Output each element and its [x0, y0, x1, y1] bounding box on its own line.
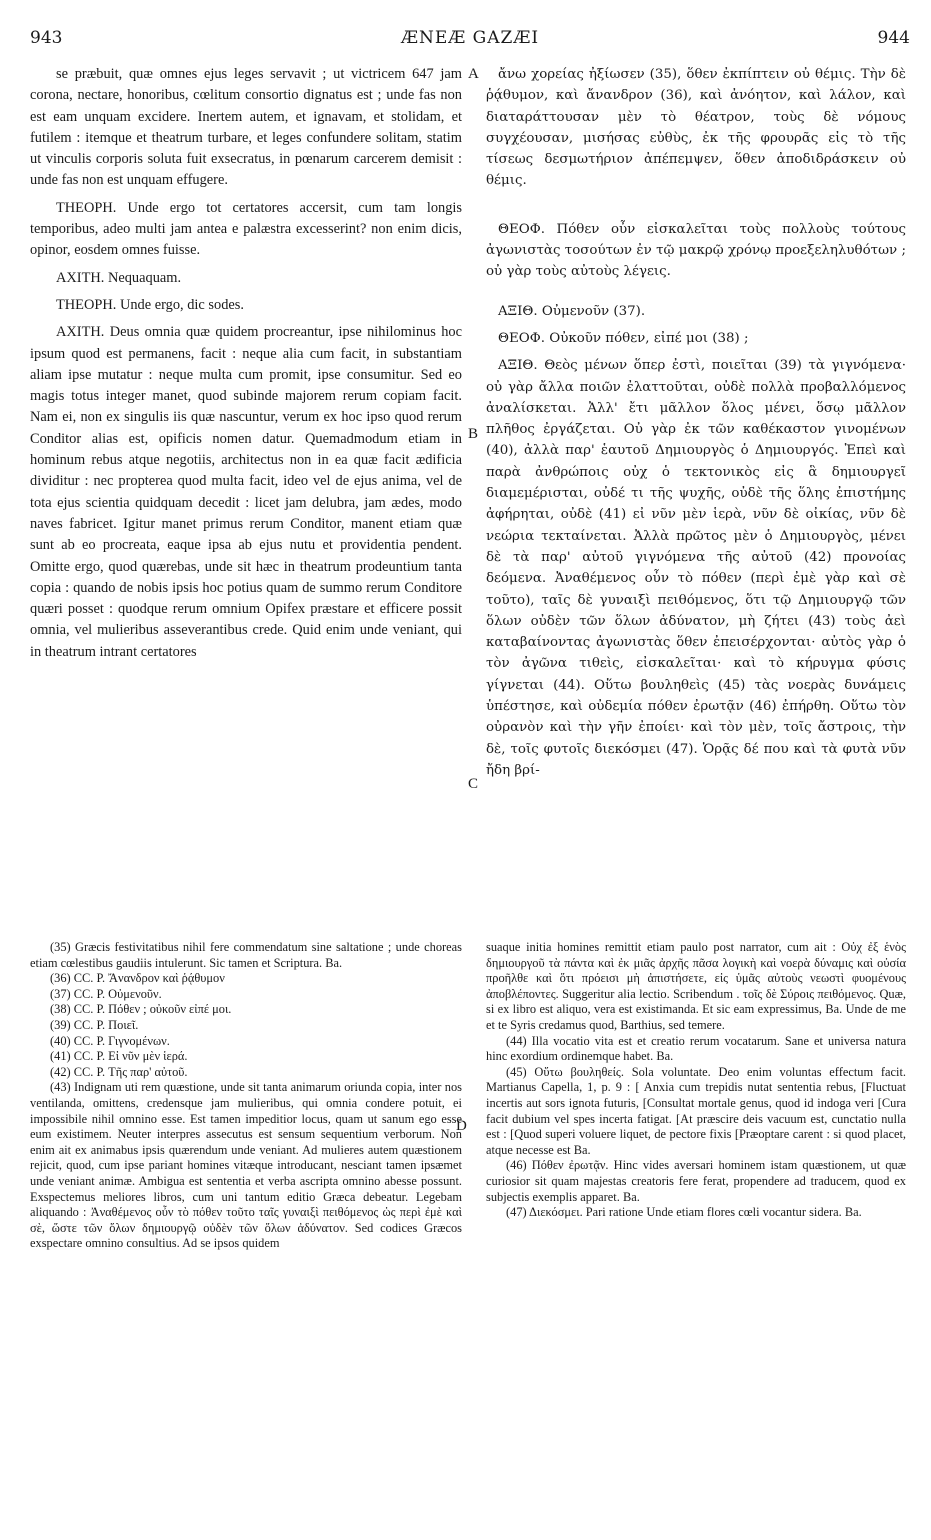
footnote: (47) Διεκόσμει. Pari ratione Unde etiam flores cœli vocantur sidera. Ba. — [506, 1205, 862, 1220]
margin-marker-c: C — [468, 776, 479, 792]
footnote: (35) Græcis festivitatibus nihil fere commendatum sine saltatione ; unde choreas etiam cœlestibus gaudiis intulerunt. Sic tamen et Scriptura. Ba. — [30, 940, 462, 970]
footnote: (41) CC. P. Εἰ νῦν μὲν ἱερά. — [50, 1049, 188, 1064]
footnote: (43) Indignam uti rem quæstione, unde sit tanta animarum oriunda copia, inter nos ventilanda, omittens, credensque jam mulieribus, qui omnia condere potuit, ei impossibile nihil omnino esse. Est tamen impeditior locus, quam ut sanum ego esse eum existimem. Neuter interpres assecutus est sensum sequentium verborum. Non enim ait ex animabus ipsis quærendum unde veniant. Ad mulieres autem quæstionem rejicit, quod, cum ipse pariant homines vitæque introducant, nesciant tamen ipsæmet unde veniant animæ. Ambigua est sententia et verba ascripta omnino abesse possunt. Exspectemus meliores libros, cum uni tantum editio Græca debeatur. Legebam aliquando : Ἀναθέμενος οὖν τὸ πόθεν τοῦτο ταῖς γυναιξὶ πειθόμενος ὡς περὶ ἐμὲ καὶ σὲ, ὥστε τῶν ὅλων δημιουργῷ οὐδὲν τῶν ὅλων ἀδύνατον. Sed codices Græcos exspectare omnino consultius. Ad se ipsos quidem — [30, 1080, 462, 1251]
running-header — [30, 28, 910, 54]
latin-paragraph: AXITH. Nequaquam. — [56, 269, 182, 286]
greek-paragraph: ΑΞΙΘ. Θεὸς μένων ὅπερ ἐστὶ, ποιεῖται (39) τὰ γιγνόμενα· οὐ γὰρ ἄλλα ποιῶν ἐλαττοῦται, οὐδὲ πολλὰ προβαλλόμενος ἀναλίσκεται. Ἀλλ' ἔτι μᾶλλον ὅλος μένει, ὅσῳ μᾶλλον πλῆθος ἐργάζεται. Οὐ γὰρ ἐκ τῶν καθέκαστον γινομένων (40), ἀλλὰ παρ' ἑαυτοῦ Δημιουργὸς ὁ Δημιουργός. Ἐπεὶ καὶ παρὰ ἀνθρώποις οὐχ ὁ τεκτονικὸς εἰς ἃ δημιουργεῖ διαμεμέρισται, οὐδέ τι τῆς ψυχῆς, οὐδὲ τῆς ὅλης ἐπιστήμης ἀφήρηται, οὐδὲ (41) εἰ νῦν μὲν ἱερὰ, νῦν δὲ οἰκίας, νῦν δὲ νεώρια τεκταίνεται. Ἀλλὰ πρῶτος μὲν ὁ Δημιουργὸς, μένει δὲ τὰ παρ' αὐτοῦ γιγνόμενα τῆς αὐτοῦ (42) προνοίας δεόμενα. Ἀναθέμενος οὖν τὸ πόθεν (περὶ ἐμὲ γὰρ καὶ σὲ τοῦτο), ταῖς δὲ γυναιξὶ πειθόμενος, ὅτι τῷ Δημιουργῷ τῶν ὅλων οὐδὲν τῶν ὅλων ἀδύνατον, μὴ ζήτει (43) τοὺς ἀεὶ καταβαίνοντας ἀγωνιστὰς ὅθεν ἐπεισέρχονται· αὐτὸς γὰρ ὁ τὸν ἀγῶνα τιθεὶς, εἰσκαλεῖται· καὶ τὸ κήρυγμα φύσις γίγνεται (44). Οὕτω βουληθεὶς (45) τὰς νοερὰς δυνάμεις ὑπέστησε, καὶ οὐδεμία πόθεν ἐρωτᾷν (46) ἐπήρθη. Οὕτω τὸν οὐρανὸν καὶ τὴν γῆν ἐποίει· καὶ τὸν μὲν, τοῖς ἄστροις, τὴν δὲ, τοῖς φυτοῖς διεκόσμει (47). Ὁρᾷς δέ που καὶ τὰ φυτὰ νῦν ἤδη βρί- — [486, 358, 906, 778]
latin-paragraph: THEOPH. Unde ergo, dic sodes. — [56, 296, 244, 313]
page-number-left: 943 — [30, 28, 63, 48]
footnotes-left — [30, 940, 462, 1252]
footnote: (39) CC. P. Ποιεῖ. — [50, 1017, 139, 1032]
footnote: (38) CC. P. Πόθεν ; οὐκοῦν εἰπέ μοι. — [50, 1002, 232, 1017]
greek-column — [486, 64, 906, 781]
footnote: (42) CC. P. Τῆς παρ' αὐτοῦ. — [50, 1064, 188, 1079]
footnote: suaque initia homines remittit etiam paulo post narrator, cum ait : Οὐχ ἐξ ἑνὸς δημιουργοῦ τὰ πάντα καὶ ἐκ μιᾶς ἀρχῆς πᾶσα λογικὴ καὶ νοερὰ δύναμις καὶ οὐσία προῆλθε καὶ ὅτι πρόεισι μὴ ἀπιστήσετε, εἰς ὑμᾶς αὐτοὺς νεωστὶ φυομένους ἀποβλέποντες. Suggeritur alia lectio. Scribendum . τοῖς δὲ Σύροις πειθόμενος. Quæ, si ex libro est aliquo, vera est existimanda. Et sic eam expressimus, Ba. Unde de me et te Syris credamus quod, Barthius, sed temere. — [486, 940, 906, 1032]
footnote: (36) CC. P. Ἄνανδρον καὶ ῥᾴθυμον — [50, 971, 225, 986]
margin-marker-a: A — [468, 66, 479, 82]
greek-paragraph: ΘΕΟΦ. Οὐκοῦν πόθεν, εἰπέ μοι (38) ; — [498, 330, 749, 346]
margin-marker-b: B — [468, 426, 479, 442]
footnote: (45) Οὕτω βουληθείς. Sola voluntate. Deo enim voluntas effectum facit. Martianus Capella, 1, p. 9 : [ Anxia cum trepidis nutat sententia rebus, [Fluctuat incertis aut sors ignota futuris, [Consultat mortale genus, quod id indoga veri [Cura facit dubium vel spes incerta fatigat. [At præscire deis vacuum est, cunctatio nulla est : [Quod superi voluere liquet, de pectore fixis [Præoptare carent : si quod placet, atque necesse est Ba. — [486, 1064, 906, 1157]
latin-paragraph: AXITH. Deus omnia quæ quidem procreantur, ipse nihilominus hoc ipsum quod est permanens, facit : neque alia cum facit, in substantiam aliam ipse mutatur : neque multa cum promit, ipse consumitur. Sed eo magis totus integer manet, quod subinde majorem rerum copiam facit. Nam ei, non ex singulis iis quæ nascuntur, verum ex hoc ipso quod rerum Conditor alias est, opificis nomen datur. Quemadmodum etiam in hominum rebus atque negotiis, architectus non in ea quæ facit ædificia dividitur : nec propterea quod multa facit, ideo vel de ejus anima, vel de tota ejus scientia quidquam decedit : licet jam delubra, jam ædes, modo naves fabricet. Igitur manet primus rerum Conditor, manent etiam quæ sunt ab eo procreata, eaque ipsa ab ejus nutu et providentia pendent. Omitte ergo, quod quærebas, unde sit hæc in theatrum prodeuntium tanta copia : quando de nobis ipsis hoc potius quam de summo rerum Conditore quæri posset : quodque rerum omnium Opifex præstare et efficere possit omnia, vel mulieribus asseverantibus crede. Quid enim unde veniant, qui in theatrum intrant certatores — [30, 324, 462, 660]
greek-paragraph: ΑΞΙΘ. Οὐμενοῦν (37). — [498, 303, 646, 319]
footnotes-right — [486, 940, 906, 1221]
latin-paragraph: se præbuit, quæ omnes ejus leges servavit ; ut victricem 647 jam corona, nectare, honoribus, cœlitum consortio dignatus est ; unde fas non est eam unquam excidere. Inertem autem, et ignavam, et stolidam, et futilem : itemque et theatrum turbare, et leges confundere solitam, statim ut vinculis corporis soluta fuit exsecratus, in pœnarum carcerem demisit : unde fas non est unquam effugere. — [30, 66, 462, 189]
greek-paragraph: ἄνω χορείας ἠξίωσεν (35), ὅθεν ἐκπίπτειν οὐ θέμις. Τὴν δὲ ῥᾴθυμον, καὶ ἄνανδρον (36), καὶ ἀνόητον, καὶ λάλον, καὶ διαταράττουσαν μὲν τὸ θέατρον, τοὺς δὲ νόμους συγχέουσαν, μισήσας εὐθὺς, ἐκ τῆς φρουρᾶς εἰς τὸ τῆς τίσεως δεσμωτήριον ἀπέπεμψεν, ὅθεν ἀποδιδράσκειν οὐ θέμις. — [486, 67, 906, 189]
greek-paragraph: ΘΕΟΦ. Πόθεν οὖν εἰσκαλεῖται τοὺς πολλοὺς τούτους ἀγωνιστὰς τοσούτων ἐν τῷ μακρῷ χρόνῳ προεξεληλυθότων ; οὐ γὰρ τοὺς αὐτοὺς λέγεις. — [486, 221, 906, 280]
footnote: (44) Illa vocatio vita est et creatio rerum vocatarum. Sane et universa natura hinc exordium ordinemque habet. Ba. — [486, 1033, 906, 1064]
margin-marker-d: D — [456, 1118, 467, 1134]
footnote: (46) Πόθεν ἐρωτᾷν. Hinc vides aversari hominem istam quæstionem, ut quæ curiosior sit quam majestas creatoris fere ferat, propendere ad traducem, quod ex subjectis exemplis apparet. Ba. — [486, 1158, 906, 1204]
page-number-right: 944 — [877, 28, 910, 48]
latin-paragraph: THEOPH. Unde ergo tot certatores accersit, cum tam longis temporibus, adeo multi jam antea e palæstra excesserint? non enim dicis, opinor, eosdem omnes fuisse. — [30, 199, 462, 259]
latin-column — [30, 64, 462, 663]
running-title: ÆNEÆ GAZÆI — [400, 28, 540, 48]
footnote: (37) CC. P. Οὐμενοῦν. — [50, 986, 162, 1001]
footnote: (40) CC. P. Γιγνομένων. — [50, 1033, 170, 1048]
